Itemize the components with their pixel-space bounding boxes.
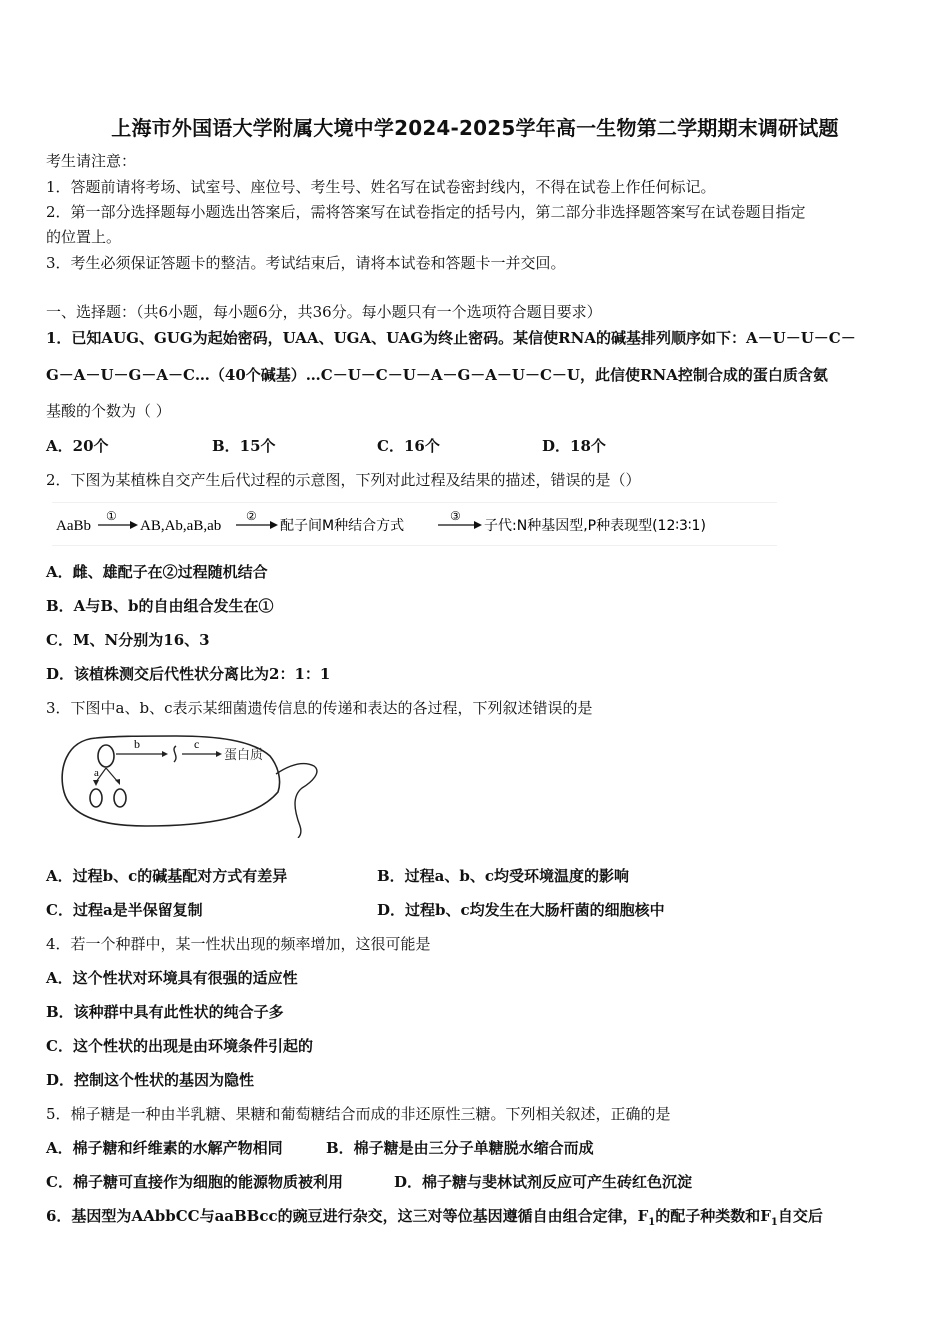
q6-subscript-2: 1 [770, 1217, 778, 1228]
label-b: b [134, 737, 140, 751]
label-a: a [94, 767, 99, 779]
q2-gametes: AB,Ab,aB,ab [140, 518, 222, 534]
q2-stem: 2．下图为某植株自交产生后代过程的示意图，下列对此过程及结果的描述，错误的是（） [46, 471, 641, 489]
q1-option-a: A．20个 [46, 437, 109, 455]
q2-arrowhead-1 [130, 521, 138, 529]
q2-option-a: A．雌、雄配子在②过程随机结合 [46, 563, 268, 581]
q2-process-diagram [52, 502, 777, 546]
q1-option-b: B．15个 [212, 437, 276, 455]
q4-option-c: C．这个性状的出现是由环境条件引起的 [46, 1037, 313, 1055]
q6-stem [46, 1206, 823, 1233]
q2-arrowhead-3 [474, 521, 482, 529]
daughter-dna-1 [90, 789, 102, 807]
q1-option-c: C．16个 [377, 437, 440, 455]
q4-option-d: D．控制这个性状的基因为隐性 [46, 1071, 255, 1089]
replication-arrowhead-right [115, 779, 120, 785]
q2-offspring-text: 子代:N种基因型,P种表现型(12∶3∶1) [484, 518, 706, 534]
q2-option-d: D．该植株测交后代性状分离比为2：1：1 [46, 665, 331, 683]
q1-option-d: D．18个 [542, 437, 606, 455]
q6-stem-part-2: 的配子种类数和F [655, 1207, 771, 1225]
q6-subscript-1: 1 [648, 1217, 656, 1228]
notice-item-2: 2．第一部分选择题每小题选出答案后，需将答案写在试卷指定的括号内，第二部分非选择题答案写在试卷题目指定 [46, 203, 806, 221]
q2-option-b: B．A与B、b的自由组合发生在① [46, 597, 274, 615]
page-title: 上海市外国语大学附属大境中学2024-2025学年高一生物第二学期期末调研试题 [111, 116, 839, 140]
notice-item-3: 3．考生必须保证答题卡的整洁。考试结束后，请将本试卷和答题卡一并交回。 [46, 254, 566, 272]
q2-step-3-label: ③ [450, 509, 461, 523]
q3-option-d: D．过程b、c均发生在大肠杆菌的细胞核中 [377, 901, 665, 919]
q3-option-c: C．过程a是半保留复制 [46, 901, 203, 919]
flagellum [276, 764, 317, 838]
q4-option-b: B．该种群中具有此性状的纯合子多 [46, 1003, 284, 1021]
dna-circle [98, 745, 114, 767]
q2-step-2-label: ② [246, 509, 257, 523]
q2-parent-genotype: AaBb [56, 518, 91, 534]
transcription-arrowhead [162, 751, 168, 757]
q5-option-b: B．棉子糖是由三分子单糖脱水缩合而成 [326, 1139, 594, 1157]
replication-arrowhead-left [93, 780, 99, 786]
q5-option-c: C．棉子糖可直接作为细胞的能源物质被利用 [46, 1173, 343, 1191]
translation-arrowhead [216, 751, 222, 757]
q5-stem: 5．棉子糖是一种由半乳糖、果糖和葡萄糖结合而成的非还原性三糖。下列相关叙述，正确的是 [46, 1105, 671, 1123]
q1-stem-line1: 1．已知AUG、GUG为起始密码，UAA、UGA、UAG为终止密码。某信使RNA的碱基排列顺序如下：A－U－U－C－ [46, 329, 856, 347]
q2-arrowhead-2 [270, 521, 278, 529]
q1-stem-line3: 基酸的个数为（ ） [46, 402, 171, 420]
q3-option-a: A．过程b、c的碱基配对方式有差异 [46, 867, 288, 885]
q2-combination-text: 配子间M种结合方式 [280, 518, 405, 534]
q3-stem: 3．下图中a、b、c表示某细菌遗传信息的传递和表达的各过程，下列叙述错误的是 [46, 699, 593, 717]
q2-option-c: C．M、N分别为16、3 [46, 631, 210, 649]
q1-stem-line2: G－A－U－G－A－C…（40个碱基）…C－U－C－U－A－G－A－U－C－U，此信使RNA控制合成的蛋白质含氨 [46, 366, 828, 384]
daughter-dna-2 [114, 789, 126, 807]
q5-option-a: A．棉子糖和纤维素的水解产物相同 [46, 1139, 283, 1157]
q2-step-1-label: ① [106, 509, 117, 523]
q3-option-b: B．过程a、b、c均受环境温度的影响 [377, 867, 630, 885]
q4-option-a: A．这个性状对环境具有很强的适应性 [46, 969, 298, 987]
mrna-squiggle [174, 746, 176, 762]
q6-stem-part-1: 6．基因型为AAbbCC与aaBBcc的豌豆进行杂交，这三对等位基因遵循自由组合定律，F [46, 1207, 649, 1225]
notice-item-2-cont: 的位置上。 [46, 228, 122, 246]
notice-heading: 考生请注意： [46, 152, 137, 170]
q6-stem-part-3: 自交后 [777, 1207, 823, 1225]
label-protein: 蛋白质 [224, 748, 264, 763]
q4-stem: 4．若一个种群中，某一性状出现的频率增加，这很可能是 [46, 935, 431, 953]
notice-item-1: 1．答题前请将考场、试室号、座位号、考生号、姓名写在试卷密封线内，不得在试卷上作任何标记。 [46, 178, 716, 196]
label-c: c [194, 737, 200, 751]
q5-option-d: D．棉子糖与斐林试剂反应可产生砖红色沉淀 [394, 1173, 693, 1191]
section-heading: 一、选择题：（共6小题，每小题6分，共36分。每小题只有一个选项符合题目要求） [46, 303, 602, 321]
q3-bacterium-diagram [56, 730, 326, 838]
